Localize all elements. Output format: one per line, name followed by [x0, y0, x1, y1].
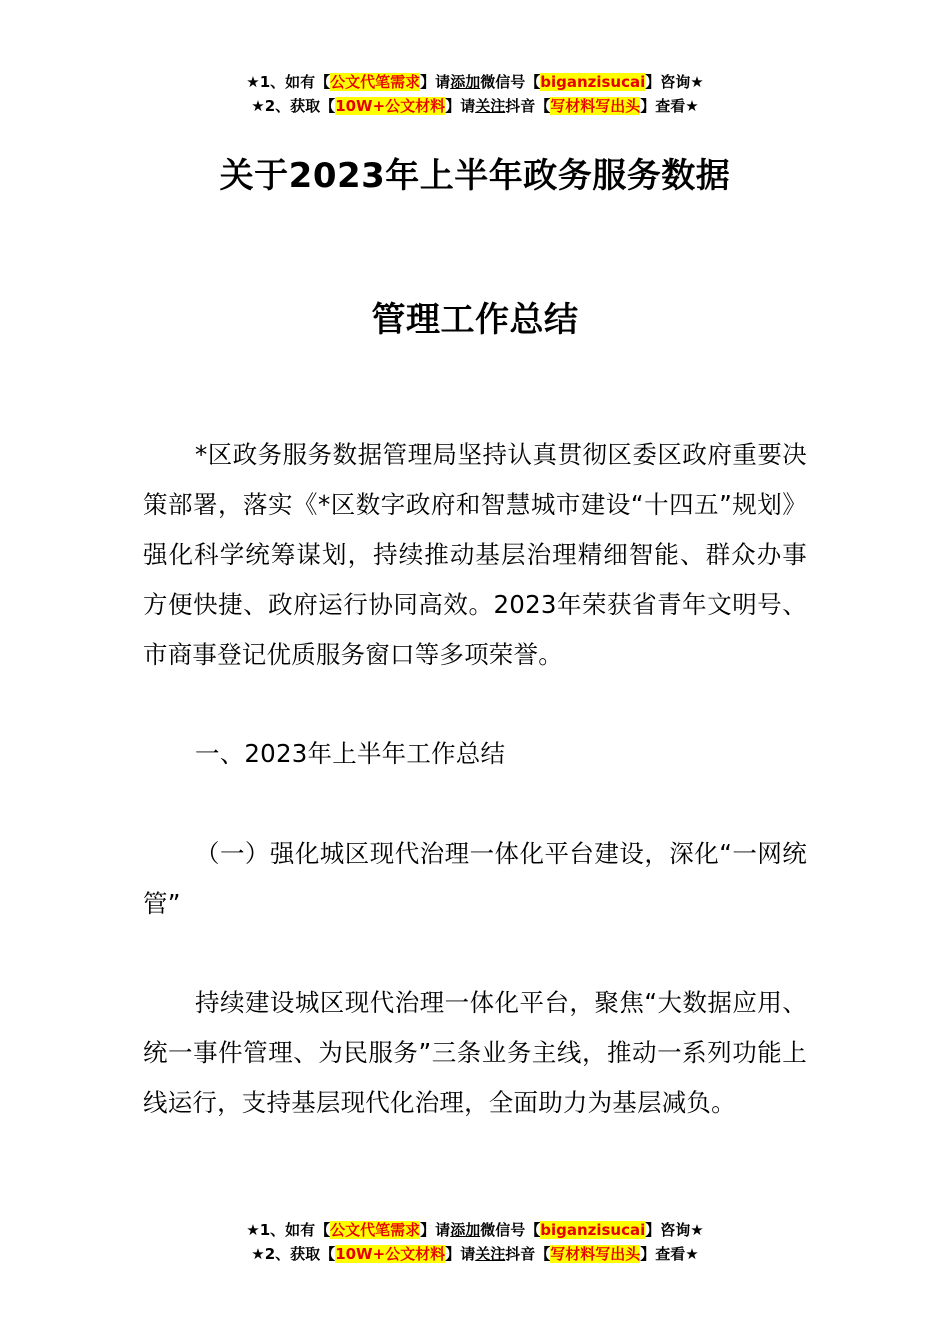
banner-text: 】请 [420, 1221, 451, 1239]
banner-line-2 [0, 94, 950, 118]
top-banner [0, 70, 950, 118]
banner-line-1 [0, 70, 950, 94]
banner-text: 抖音【 [505, 1245, 551, 1263]
banner-text: 抖音【 [505, 97, 551, 115]
banner-highlight: 公文代笔需求 [330, 73, 421, 91]
section-heading: 一、2023年上半年工作总结 [195, 739, 506, 768]
banner-text: 】查看★ [640, 1245, 699, 1263]
paragraph-intro: *区政务服务数据管理局坚持认真贯彻区委区政府重要决策部署，落实《*区数字政府和智慧城市建设“十四五”规划》强化科学统筹谋划，持续推动基层治理精细智能、群众办事方便快捷、政府运行协同高效。2023年荣获省青年文明号、市商事登记优质服务窗口等多项荣誉。 [143, 440, 807, 669]
banner-douyin-id: 写材料写出头 [550, 97, 641, 115]
banner-text: 】请 [445, 1245, 476, 1263]
banner-highlight: 10W+公文材料 [335, 97, 446, 115]
banner-text: 微信号【 [480, 73, 541, 91]
banner-text: ★1、如有【 [246, 73, 331, 91]
banner-text: 】咨询★ [645, 1221, 704, 1239]
subsection-heading: （一）强化城区现代治理一体化平台建设，深化“一网统管” [143, 839, 807, 918]
banner-text: ★2、获取【 [251, 1245, 336, 1263]
banner-text: 】请 [420, 73, 451, 91]
bottom-banner [0, 1218, 950, 1266]
page-title-line-2: 管理工作总结 [371, 300, 579, 340]
banner-text: 】咨询★ [645, 73, 704, 91]
banner-underline: 添加 [450, 73, 481, 91]
banner-text: ★1、如有【 [246, 1221, 331, 1239]
banner-text: 】请 [445, 97, 476, 115]
banner-highlight: 10W+公文材料 [335, 1245, 446, 1263]
banner-douyin-id: 写材料写出头 [550, 1245, 641, 1263]
banner-line-2 [0, 1242, 950, 1266]
banner-underline: 添加 [450, 1221, 481, 1239]
banner-wechat-id: biganzisucai [540, 73, 646, 91]
banner-underline: 关注 [475, 97, 506, 115]
banner-line-1 [0, 1218, 950, 1242]
page-title-line-1: 关于2023年上半年政务服务数据 [219, 156, 731, 196]
banner-highlight: 公文代笔需求 [330, 1221, 421, 1239]
banner-wechat-id: biganzisucai [540, 1221, 646, 1239]
banner-text: ★2、获取【 [251, 97, 336, 115]
banner-text: 】查看★ [640, 97, 699, 115]
banner-underline: 关注 [475, 1245, 506, 1263]
banner-text: 微信号【 [480, 1221, 541, 1239]
paragraph-platform: 持续建设城区现代治理一体化平台，聚焦“大数据应用、统一事件管理、为民服务”三条业务主线，推动一系列功能上线运行，支持基层现代化治理，全面助力为基层减负。 [143, 988, 807, 1117]
